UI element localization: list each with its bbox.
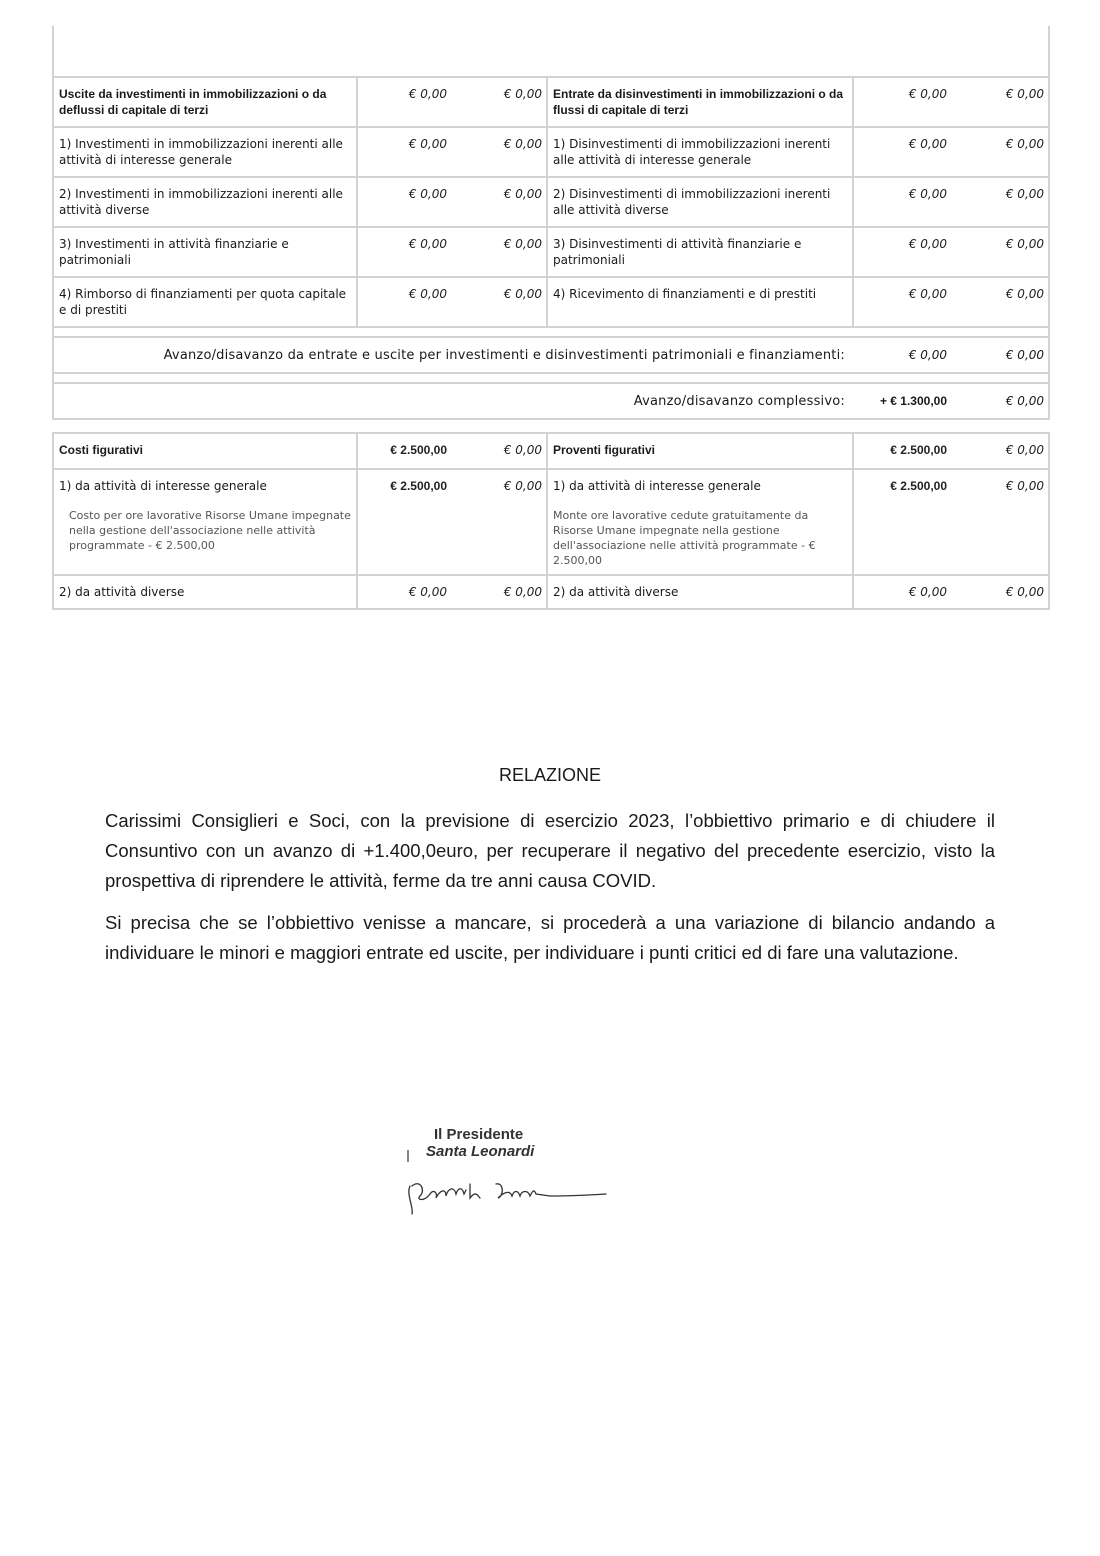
row-note: Monte ore lavorative cedute gratuitamente da Risorse Umane impegnate nella gestione dell'associazione nelle attività programmate - € 2.500,00 — [553, 509, 816, 567]
row-label: 2) Investimenti in immobilizzazioni inerenti alle attività diverse — [59, 187, 343, 217]
row-value: € 0,00 — [408, 137, 447, 151]
handwritten-signature — [400, 1124, 630, 1224]
row-label: 4) Ricevimento di finanziamenti e di prestiti — [553, 287, 817, 301]
figurativi-table — [52, 432, 1050, 610]
row-value: € 0,00 — [503, 137, 542, 151]
relazione-paragraph-1: Carissimi Consiglieri e Soci, con la previsione di esercizio 2023, l’obbiettivo primario e di chiudere il Consuntivo con un avanzo di +1.400,0euro, per recuperare il negativo del precedente esercizio, visto la prospettiva di riprendere le attività, ferme da tre anni causa COVID. — [105, 810, 995, 891]
row-value: € 0,00 — [503, 585, 542, 599]
row-value: € 0,00 — [1005, 137, 1045, 151]
row-value: € 0,00 — [408, 187, 447, 201]
row-value: € 0,00 — [1005, 585, 1044, 599]
table-row — [53, 127, 1049, 177]
row-value: € 0,00 — [503, 479, 542, 493]
proventi-header-value-1: € 2.500,00 — [890, 443, 947, 457]
row-label: 3) Investimenti in attività finanziarie e patrimoniali — [59, 237, 289, 267]
row-note: Costo per ore lavorative Risorse Umane impegnate nella gestione dell'associazione nelle attività programmate - € 2.500,00 — [69, 509, 351, 552]
relazione-title: RELAZIONE — [498, 765, 602, 785]
row-value: € 0,00 — [1005, 479, 1044, 493]
avanzo-value-1: € 0,00 — [908, 348, 947, 362]
row-value: € 0,00 — [908, 137, 947, 151]
row-value: € 0,00 — [1005, 237, 1045, 251]
relazione-paragraph-2: Si precisa che se l’obbiettivo venisse a mancare, si procederà a una variazione di bilancio andando a individuare le minori e maggiori entrate ed uscite, per individuare i punti critici ed di fare una valutazione. — [105, 912, 995, 963]
row-value: € 2.500,00 — [390, 479, 447, 493]
uscite-header-value-1: € 0,00 — [408, 87, 447, 101]
avanzo-label: Avanzo/disavanzo da entrate e uscite per investimenti e disinvestimenti patrimoniali e finanziamenti: — [163, 347, 845, 363]
spacer-row — [53, 327, 1049, 337]
table-header-row — [53, 77, 1049, 127]
table-row — [53, 277, 1049, 327]
row-label: 1) Disinvestimenti di immobilizzazioni inerenti alle attività di interesse generale — [553, 137, 831, 167]
row-value: € 0,00 — [503, 187, 542, 201]
avanzo-value-2: € 0,00 — [1005, 348, 1045, 362]
complessivo-value-2: € 0,00 — [1005, 394, 1045, 408]
row-label: 1) Investimenti in immobilizzazioni inerenti alle attività di interesse generale — [59, 137, 343, 167]
entrate-header-value-1: € 0,00 — [908, 87, 947, 101]
complessivo-row — [53, 383, 1049, 419]
proventi-figurativi-header: Proventi figurativi — [553, 443, 656, 457]
complessivo-value-1: + € 1.300,00 — [879, 394, 947, 408]
table-row — [53, 575, 1049, 609]
row-value: € 0,00 — [1005, 187, 1045, 201]
row-label: 3) Disinvestimenti di attività finanziarie e patrimoniali — [553, 237, 802, 267]
row-value: € 0,00 — [1005, 287, 1045, 301]
row-label: 4) Rimborso di finanziamenti per quota capitale e di prestiti — [59, 287, 347, 317]
table-row — [53, 227, 1049, 277]
row-value: € 0,00 — [908, 187, 947, 201]
row-value: € 0,00 — [503, 287, 542, 301]
row-label: 2) da attività diverse — [553, 585, 679, 599]
table-header-row — [53, 433, 1049, 469]
row-label: 2) da attività diverse — [59, 585, 185, 599]
investments-table — [52, 26, 1050, 420]
row-value: € 0,00 — [908, 287, 947, 301]
uscite-header-value-2: € 0,00 — [503, 87, 542, 101]
row-value: € 2.500,00 — [890, 479, 947, 493]
row-label: 1) da attività di interesse generale — [59, 479, 267, 493]
table-row — [53, 469, 1049, 575]
row-label: 1) da attività di interesse generale — [553, 479, 761, 493]
avanzo-row — [53, 337, 1049, 373]
row-value: € 0,00 — [908, 585, 947, 599]
row-value: € 0,00 — [408, 585, 447, 599]
complessivo-label: Avanzo/disavanzo complessivo: — [633, 393, 845, 409]
costi-figurativi-header: Costi figurativi — [59, 443, 144, 457]
uscite-header: Uscite da investimenti in immobilizzazioni o da deflussi di capitale di terzi — [59, 87, 327, 117]
signature-role: Il Presidente — [434, 1126, 524, 1143]
row-label: 2) Disinvestimenti di immobilizzazioni inerenti alle attività diverse — [553, 187, 831, 217]
proventi-header-value-2: € 0,00 — [1005, 443, 1044, 457]
costi-header-value-2: € 0,00 — [503, 443, 542, 457]
top-gap-row — [53, 26, 1049, 77]
row-value: € 0,00 — [408, 237, 447, 251]
spacer-row — [53, 373, 1049, 383]
costi-header-value-1: € 2.500,00 — [390, 443, 447, 457]
entrate-header-value-2: € 0,00 — [1005, 87, 1045, 101]
table-row — [53, 177, 1049, 227]
signature-block — [400, 1124, 630, 1224]
signature-name: Santa Leonardi — [426, 1143, 535, 1160]
row-value: € 0,00 — [503, 237, 542, 251]
entrate-header: Entrate da disinvestimenti in immobilizzazioni o da flussi di capitale di terzi — [553, 87, 844, 117]
row-value: € 0,00 — [408, 287, 447, 301]
row-value: € 0,00 — [908, 237, 947, 251]
